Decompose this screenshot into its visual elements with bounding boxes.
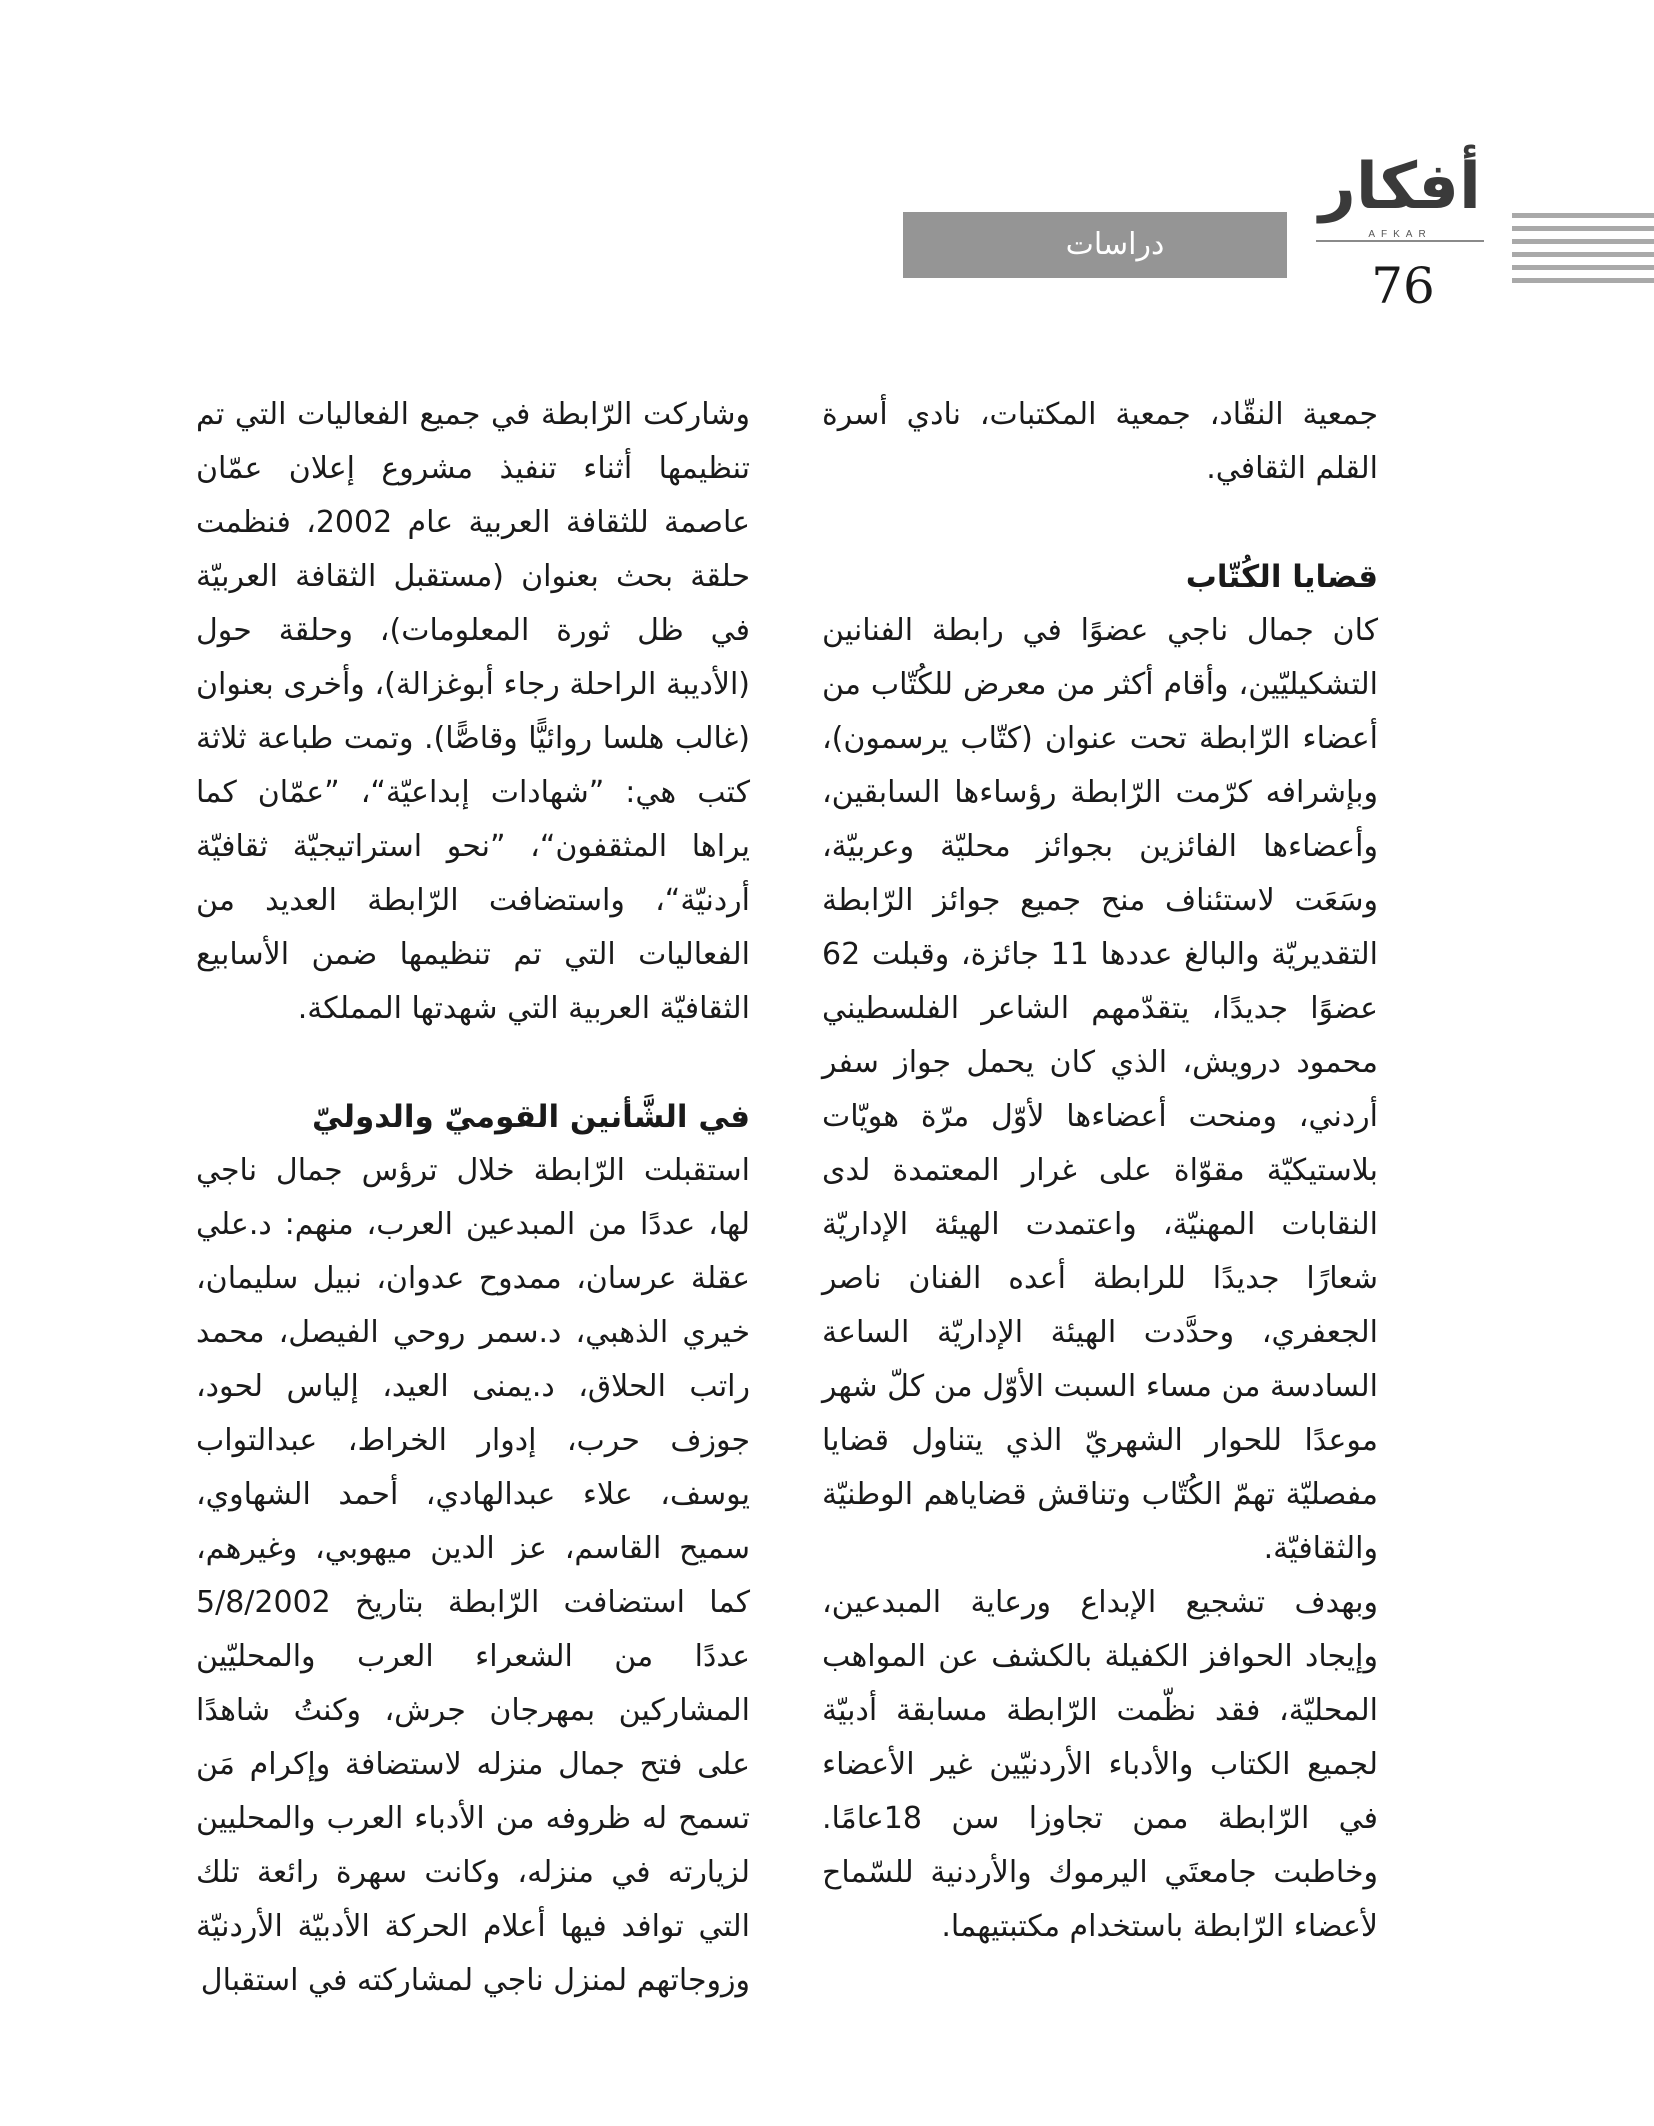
section-title-bar <box>903 212 1287 278</box>
heading-national-international: في الشَّأنين القوميّ والدوليّ <box>312 1099 750 1135</box>
section-title: دراسات <box>1065 227 1165 262</box>
logo-underline <box>1316 240 1484 242</box>
right-intro-paragraph: جمعية النقّاد، جمعية المكتبات، نادي أسرة القلم الثقافي. <box>822 397 1378 486</box>
right-paragraph-2: وبهدف تشجيع الإبداع ورعاية المبدعين، وإيجاد الحوافز الكفيلة بالكشف عن المواهب المحليّة، فقد نظّمت الرّابطة مسابقة أدبيّة لجميع الكتاب والأدباء الأردنيّين غير الأعضاء في الرّابطة ممن تجاوزا سن 18عامًا. وخاطبت جامعتَي اليرموك والأردنية للسّماح لأعضاء الرّابطة باستخدام مكتبتيهما. <box>822 1585 1378 1944</box>
left-column <box>196 388 750 2008</box>
right-column <box>822 388 1378 1954</box>
magazine-logo <box>1310 150 1490 245</box>
logo-arabic: أفكار <box>1319 150 1481 224</box>
left-paragraph-1: وشاركت الرّابطة في جميع الفعاليات التي تم تنظيمها أثناء تنفيذ مشروع إعلان عمّان عاصمة للثقافة العربية عام 2002، فنظمت حلقة بحث بعنوان (مستقبل الثقافة العربيّة في ظل ثورة المعلومات)، وحلقة حول (الأديبة الراحلة رجاء أبوغزالة)، وأخرى بعنوان (غالب هلسا روائيًّا وقاصًّا). وتمت طباعة ثلاثة كتب هي: ”شهادات إبداعيّة“، ”عمّان كما يراها المثقفون“، ”نحو استراتيجيّة ثقافيّة أردنيّة“، واستضافت الرّابطة العديد من الفعاليات التي تم تنظيمها ضمن الأسابيع الثقافيّة العربية التي شهدتها المملكة. <box>196 397 750 1026</box>
logo-latin: AFKAR <box>1368 229 1432 240</box>
right-paragraph-1: كان جمال ناجي عضوًا في رابطة الفنانين التشكيليّين، وأقام أكثر من معرض للكُتّاب من أعضاء الرّابطة تحت عنوان (كتّاب يرسمون)، وبإشرافه كرّمت الرّابطة رؤساءها السابقين، وأعضاءها الفائزين بجوائز محليّة وعربيّة، وسَعَت لاستئناف منح جميع جوائز الرّابطة التقديريّة والبالغ عددها 11 جائزة، وقبلت 62 عضوًا جديدًا، يتقدّمهم الشاعر الفلسطيني محمود درويش، الذي كان يحمل جواز سفر أردني، ومنحت أعضاءها لأوّل مرّة هويّات بلاستيكيّة مقوّاة على غرار المعتمدة لدى النقابات المهنيّة، واعتمدت الهيئة الإداريّة شعارًا جديدًا للرابطة أعده الفنان ناصر الجعفري، وحدَّدت الهيئة الإداريّة الساعة السادسة من مساء السبت الأوّل من كلّ شهر موعدًا للحوار الشهريّ الذي يتناول قضايا مفصليّة تهمّ الكُتّاب وتناقش قضاياهم الوطنيّة والثقافيّة. <box>822 613 1378 1566</box>
left-paragraph-2: استقبلت الرّابطة خلال ترؤس جمال ناجي لها، عددًا من المبدعين العرب، منهم: د.علي عقلة عرسان، ممدوح عدوان، نبيل سليمان، خيري الذهبي، د.سمر روحي الفيصل، محمد راتب الحلاق، د.يمنى العيد، إلياس لحود، جوزف حرب، إدوار الخراط، عبدالتواب يوسف، علاء عبدالهادي، أحمد الشهاوي، سميح القاسم، عز الدين ميهوبي، وغيرهم، كما استضافت الرّابطة بتاريخ 5/8/2002 عددًا من الشعراء العرب والمحليّين المشاركين بمهرجان جرش، وكنتُ شاهدًا على فتح جمال منزله لاستضافة وإكرام مَن تسمح له ظروفه من الأدباء العرب والمحليين لزيارته في منزله، وكانت سهرة رائعة تلك التي توافد فيها أعلام الحركة الأدبيّة الأردنيّة وزوجاتهم لمنزل ناجي لمشاركته في استقبال <box>196 1153 750 1998</box>
decorative-stripes <box>1512 213 1654 291</box>
heading-writers-issues: قضايا الكُتّاب <box>1185 559 1378 595</box>
page-number: 76 <box>1371 257 1435 315</box>
